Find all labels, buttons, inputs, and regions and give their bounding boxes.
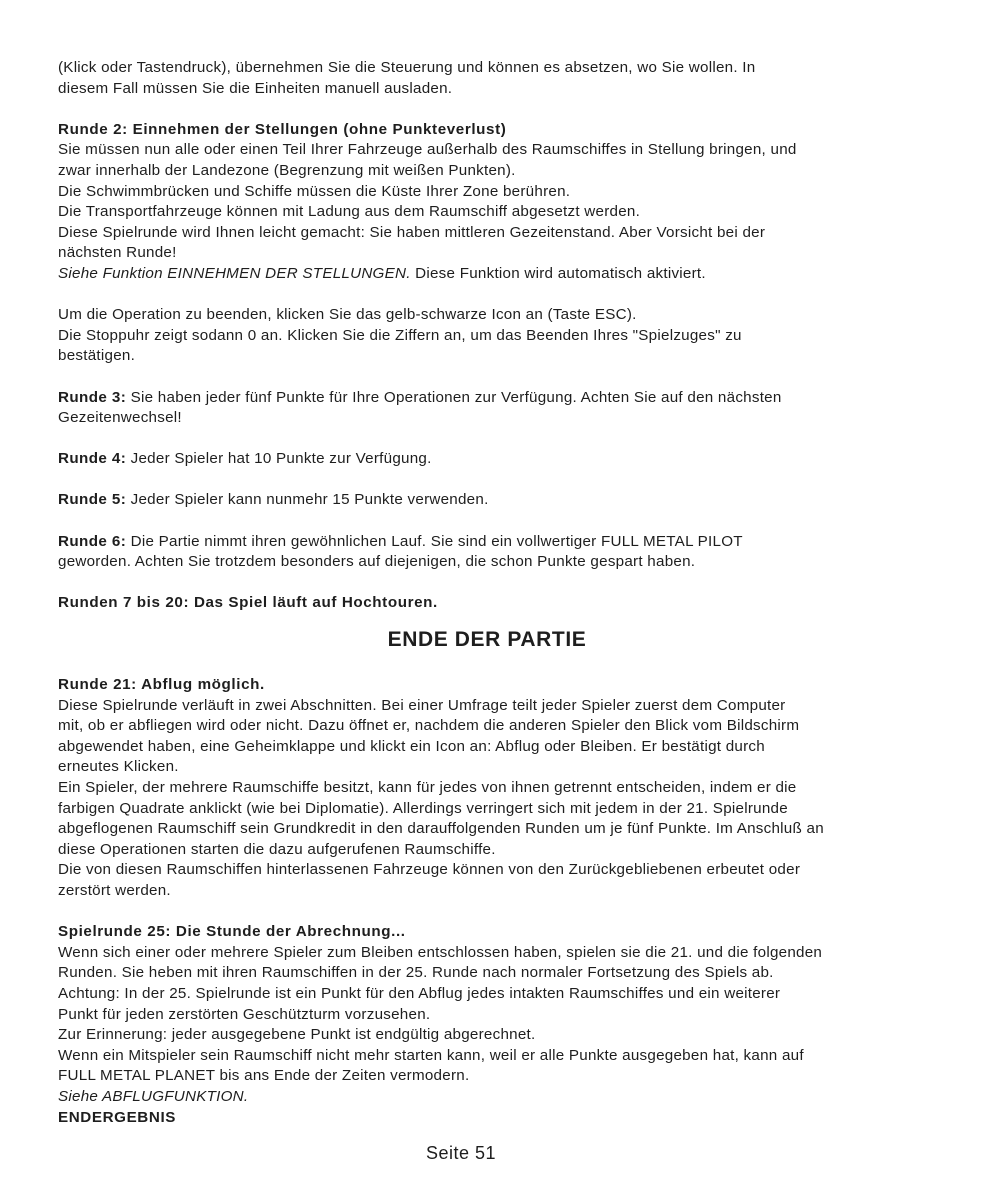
paragraph-line: erneutes Klicken. [58, 758, 179, 776]
round-21-heading: Runde 21: Abflug möglich. [58, 676, 265, 694]
paragraph-line: diesem Fall müssen Sie die Einheiten manuell ausladen. [58, 79, 453, 97]
paragraph-line [58, 388, 916, 409]
paragraph-line [58, 490, 916, 511]
paragraph-line: Runden. Sie heben mit ihren Raumschiffen in der 25. Runde nach normaler Fortsetzung des Spiels ab. [58, 964, 774, 982]
paragraph-line: zwar innerhalb der Landezone (Begrenzung mit weißen Punkten). [58, 161, 516, 179]
paragraph-line: Die Stoppuhr zeigt sodann 0 an. Klicken Sie die Ziffern an, um das Beenden Ihres "Spielzuges" zu [58, 326, 742, 344]
round-4-label: Runde 4: [58, 450, 127, 468]
paragraph-line: farbigen Quadrate anklickt (wie bei Diplomatie). Allerdings verringert sich mit jedem in der 21. Spielrunde [58, 799, 788, 817]
paragraph-line: zerstört werden. [58, 881, 171, 899]
paragraph-line: Diese Spielrunde verläuft in zwei Abschnitten. Bei einer Umfrage teilt jeder Spieler zuerst dem Computer [58, 696, 786, 714]
paragraph-line: abgewendet haben, eine Geheimklappe und klickt ein Icon an: Abflug oder Bleiben. Er bestätigt durch [58, 737, 765, 755]
paragraph-line: (Klick oder Tastendruck), übernehmen Sie die Steuerung und können es absetzen, wo Sie wollen. In [58, 59, 756, 76]
paragraph-text: Sie haben jeder fünf Punkte für Ihre Operationen zur Verfügung. Achten Sie auf den nächsten [126, 388, 782, 406]
section-title: ENDE DER PARTIE [387, 628, 587, 652]
paragraph-text: Jeder Spieler hat 10 Punkte zur Verfügung. [126, 450, 432, 468]
paragraph-line: geworden. Achten Sie trotzdem besonders auf diejenigen, die schon Punkte gespart haben. [58, 553, 696, 571]
paragraph-line: Zur Erinnerung: jeder ausgegebene Punkt ist endgültig abgerechnet. [58, 1026, 536, 1044]
rounds-7-20-heading: Runden 7 bis 20: Das Spiel läuft auf Hochtouren. [58, 594, 438, 612]
function-reference: Siehe Funktion EINNEHMEN DER STELLUNGEN. [58, 264, 411, 282]
paragraph-line: diese Operationen starten die dazu aufgerufenen Raumschiffe. [58, 840, 496, 858]
paragraph-line: Die Schwimmbrücken und Schiffe müssen die Küste Ihrer Zone berühren. [58, 182, 571, 200]
paragraph-line: bestätigen. [58, 347, 136, 365]
paragraph-text: Diese Funktion wird automatisch aktiviert. [410, 264, 706, 282]
paragraph-line: FULL METAL PLANET bis ans Ende der Zeiten vermodern. [58, 1067, 470, 1085]
paragraph-line: Die von diesen Raumschiffen hinterlassenen Fahrzeuge können von den Zurückgebliebenen erbeutet oder [58, 861, 801, 879]
paragraph-line [58, 264, 916, 285]
paragraph-text: Die Partie nimmt ihren gewöhnlichen Lauf. Sie sind ein vollwertiger FULL METAL PILOT [126, 532, 743, 550]
final-result-label: ENDERGEBNIS [58, 1108, 176, 1126]
round-5-label: Runde 5: [58, 491, 127, 509]
paragraph-line: Wenn sich einer oder mehrere Spieler zum Bleiben entschlossen haben, spielen sie die 21. und die folgenden [58, 943, 823, 961]
round-6-label: Runde 6: [58, 532, 127, 550]
paragraph-line: Gezeitenwechsel! [58, 409, 182, 427]
paragraph-line: Ein Spieler, der mehrere Raumschiffe besitzt, kann für jedes von ihnen getrennt entscheiden, indem er die [58, 779, 797, 796]
paragraph-line: Um die Operation zu beenden, klicken Sie das gelb-schwarze Icon an (Taste ESC). [58, 306, 637, 324]
paragraph-text: Jeder Spieler kann nunmehr 15 Punkte verwenden. [126, 491, 489, 509]
paragraph-line: Die Transportfahrzeuge können mit Ladung aus dem Raumschiff abgesetzt werden. [58, 203, 641, 221]
paragraph-line: mit, ob er abfliegen wird oder nicht. Dazu öffnet er, nachdem die anderen Spieler den Blick vom Bildschirm [58, 717, 800, 735]
paragraph-line: Sie müssen nun alle oder einen Teil Ihrer Fahrzeuge außerhalb des Raumschiffes in Stellung bringen, und [58, 141, 797, 159]
paragraph-line: Diese Spielrunde wird Ihnen leicht gemacht: Sie haben mittleren Gezeitenstand. Aber Vorsicht bei der [58, 223, 766, 241]
round-3-label: Runde 3: [58, 388, 127, 406]
paragraph-line: Punkt für jeden zerstörten Geschützturm vorzusehen. [58, 1005, 431, 1023]
paragraph-line: abgeflogenen Raumschiff sein Grundkredit in den darauffolgenden Runden um je fünf Punkte. Im Anschluß an [58, 820, 824, 838]
round-25-heading: Spielrunde 25: Die Stunde der Abrechnung... [58, 923, 406, 941]
paragraph-line [58, 449, 916, 470]
round-2-heading: Runde 2: Einnehmen der Stellungen (ohne Punkteverlust) [58, 120, 507, 138]
paragraph-line: Wenn ein Mitspieler sein Raumschiff nicht mehr starten kann, weil er alle Punkte ausgegeben hat, kann auf [58, 1046, 804, 1064]
paragraph-line [58, 532, 916, 553]
document-page [58, 58, 916, 1128]
paragraph-line: nächsten Runde! [58, 244, 177, 262]
function-reference: Siehe ABFLUGFUNKTION. [58, 1087, 249, 1105]
paragraph-line: Achtung: In der 25. Spielrunde ist ein Punkt für den Abflug jedes intakten Raumschiffes und ein weiterer [58, 984, 781, 1002]
page-number: Seite 51 [425, 1143, 497, 1163]
